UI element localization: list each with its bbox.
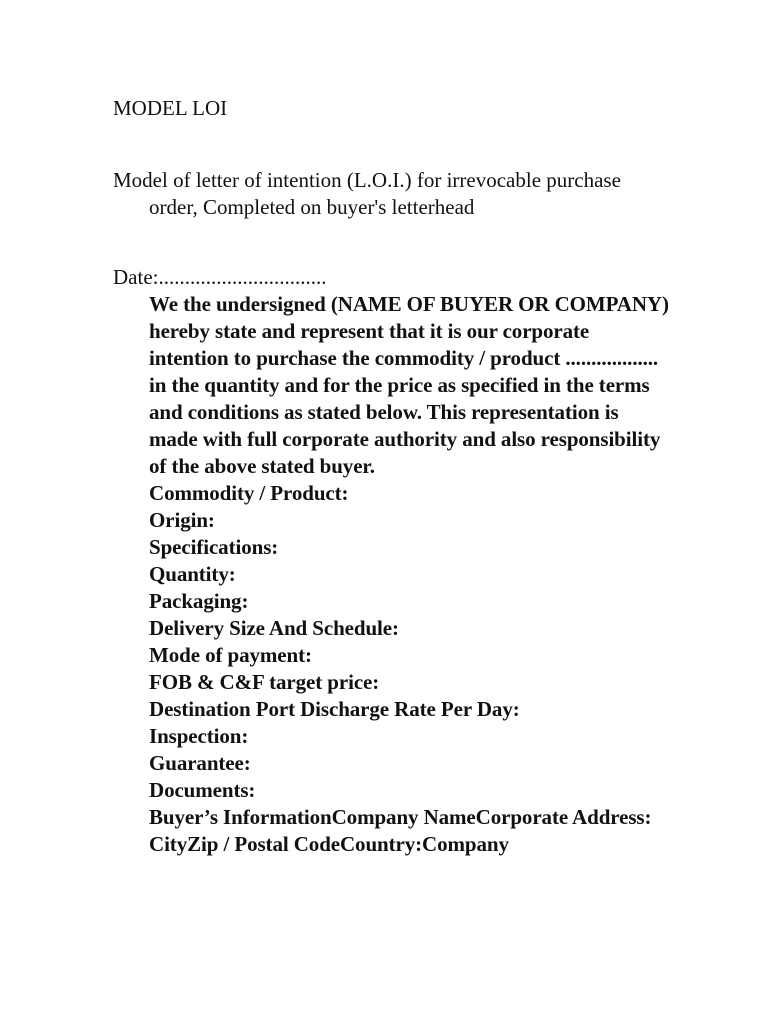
document-subtitle: Model of letter of intention (L.O.I.) for irrevocable purchase order, Completed on buyer's letterhead bbox=[113, 168, 621, 219]
location-info-line: CityZip / Postal CodeCountry:Company bbox=[149, 832, 509, 856]
field-documents: Documents: bbox=[149, 778, 256, 802]
field-specifications: Specifications: bbox=[149, 535, 279, 559]
field-target-price: FOB & C&F target price: bbox=[149, 670, 380, 694]
document-title: MODEL LOI bbox=[113, 96, 228, 120]
field-packaging: Packaging: bbox=[149, 589, 249, 613]
intro-paragraph: We the undersigned (NAME OF BUYER OR COMPANY) hereby state and represent that it is our corporate intention to purchase the commodity / product .................. in the quantity and for the price as specified in the terms and conditions as stated below. This representation is made with full corporate authority and also responsibility of the above stated buyer. bbox=[149, 292, 669, 478]
field-discharge-rate: Destination Port Discharge Rate Per Day: bbox=[149, 697, 520, 721]
date-line: Date:................................ bbox=[113, 265, 327, 289]
field-payment-mode: Mode of payment: bbox=[149, 643, 312, 667]
letter-body bbox=[149, 291, 669, 858]
field-commodity: Commodity / Product: bbox=[149, 481, 349, 505]
field-quantity: Quantity: bbox=[149, 562, 236, 586]
buyer-info-line: Buyer’s InformationCompany NameCorporate Address: bbox=[149, 805, 652, 829]
field-inspection: Inspection: bbox=[149, 724, 249, 748]
field-delivery-schedule: Delivery Size And Schedule: bbox=[149, 616, 399, 640]
field-origin: Origin: bbox=[149, 508, 215, 532]
field-guarantee: Guarantee: bbox=[149, 751, 251, 775]
